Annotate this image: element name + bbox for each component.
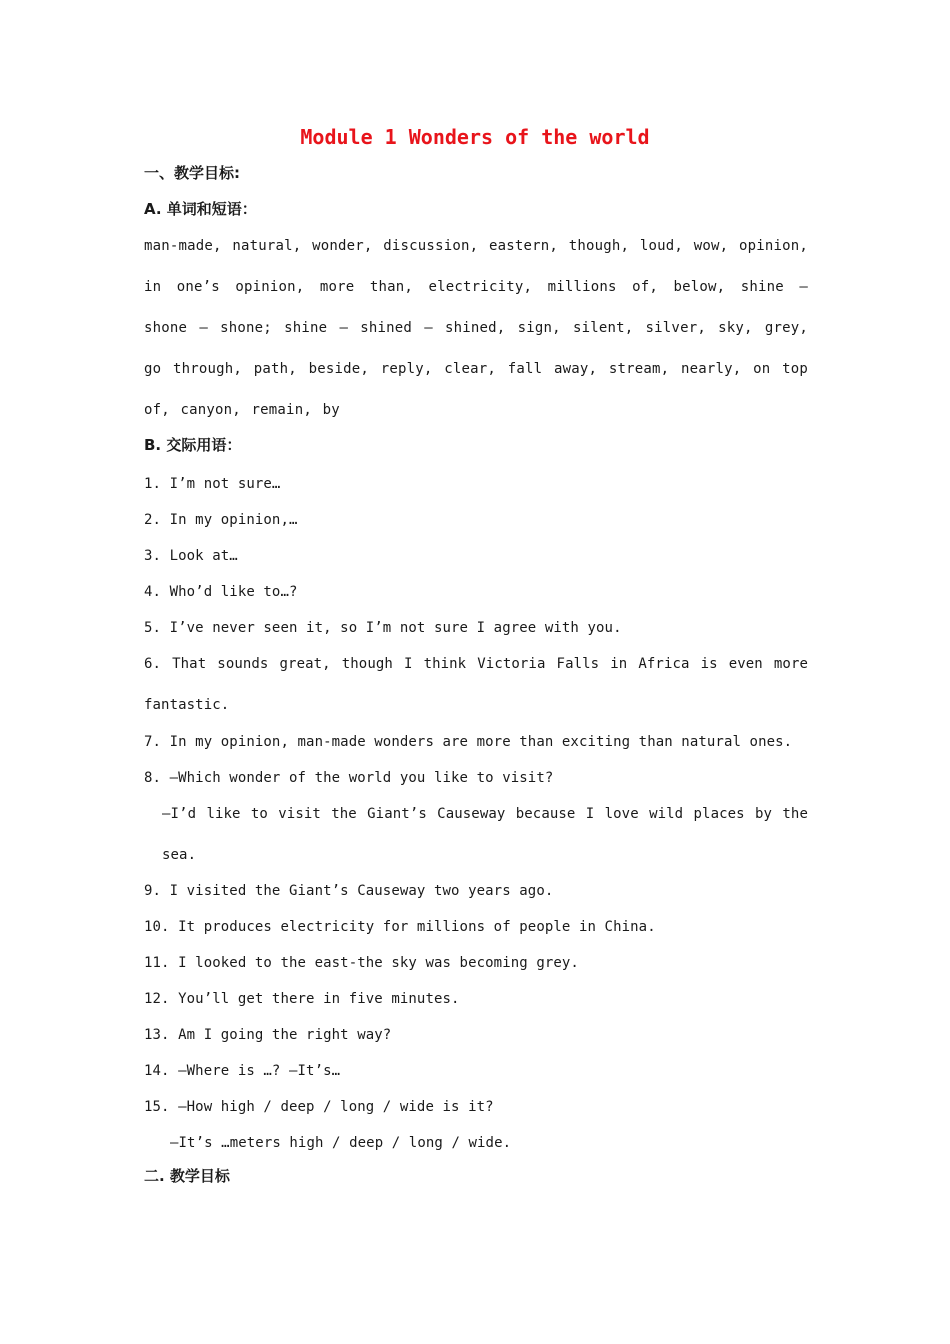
subheading-expressions: B. 交际用语： <box>144 436 242 454</box>
expression-item: 8. —Which wonder of the world you like to visit? <box>144 770 554 786</box>
expression-item: 15. —How high / deep / long / wide is it? <box>144 1099 494 1115</box>
page-title: Module 1 Wonders of the world <box>300 125 650 149</box>
section-heading-objectives-2: 二. 教学目标 <box>144 1167 230 1185</box>
expression-item: 6. That sounds great, though I think Victoria Falls in Africa is even more fantastic. <box>144 656 808 713</box>
expression-item: 9. I visited the Giant’s Causeway two years ago. <box>144 883 554 899</box>
expression-item: 1. I’m not sure… <box>144 476 281 492</box>
expression-item-reply: —I’d like to visit the Giant’s Causeway because I love wild places by the sea. <box>162 806 808 863</box>
section-heading-objectives: 一、教学目标: <box>144 164 240 182</box>
expression-item: 11. I looked to the east-the sky was becoming grey. <box>144 955 579 971</box>
expression-item: 14. —Where is …? —It’s… <box>144 1063 341 1079</box>
expression-item: 12. You’ll get there in five minutes. <box>144 991 460 1007</box>
expression-item: 5. I’ve never seen it, so I’m not sure I agree with you. <box>144 620 622 636</box>
expression-item: 7. In my opinion, man-made wonders are more than exciting than natural ones. <box>144 734 793 750</box>
document-body <box>144 158 808 1197</box>
expression-item: 2. In my opinion,… <box>144 512 298 528</box>
subheading-vocabulary: A. 单词和短语： <box>144 200 257 218</box>
expression-item: 13. Am I going the right way? <box>144 1027 392 1043</box>
expression-item: 4. Who’d like to…? <box>144 584 298 600</box>
expression-item: 10. It produces electricity for millions of people in China. <box>144 919 656 935</box>
expression-item-reply: —It’s …meters high / deep / long / wide. <box>170 1135 512 1151</box>
expression-item: 3. Look at… <box>144 548 238 564</box>
vocabulary-list: man-made, natural, wonder, discussion, eastern, though, loud, wow, opinion, in one’s opinion, more than, electricity, millions of, below, shine – shone – shone; shine – shined – shined, sign, silent, silver, sky, grey, go through, path, beside, reply, clear, fall away, stream, nearly, on top of, canyon, remain, by <box>144 238 808 418</box>
